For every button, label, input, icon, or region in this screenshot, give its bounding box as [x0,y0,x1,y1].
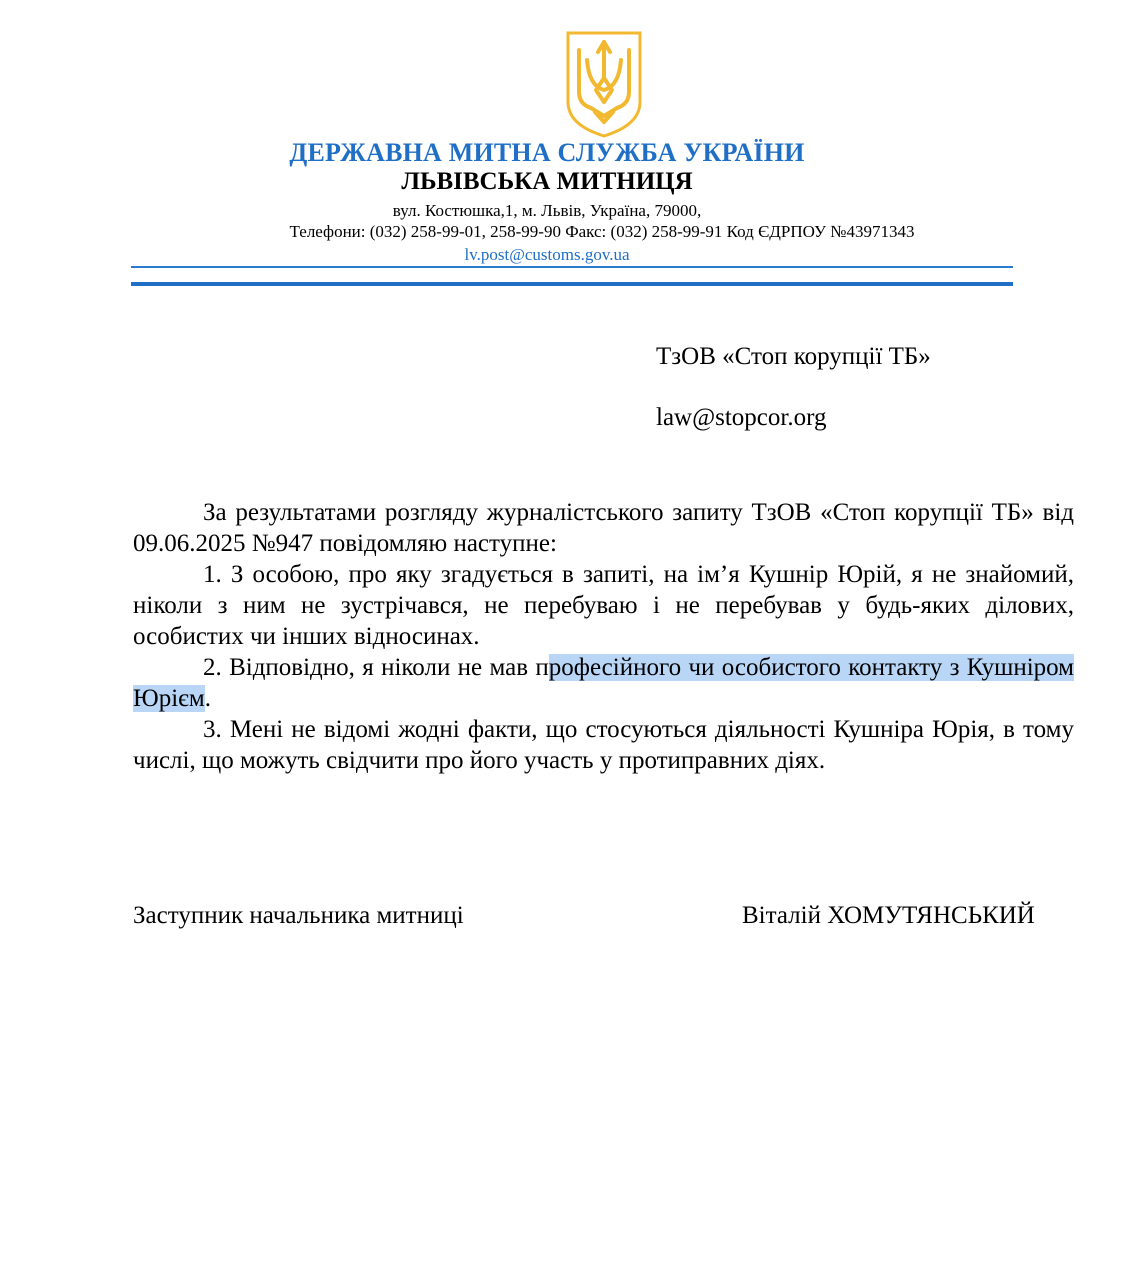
letterhead-divider-thin [131,266,1013,268]
letter-body [133,497,1074,776]
intro-paragraph: За результатами розгляду журналістського запиту ТзОВ «Стоп корупції ТБ» від 09.06.2025 №947 повідомляю наступне: [133,499,1074,557]
point-1-paragraph: 1. З особою, про яку згадується в запиті, на ім’я Кушнір Юрій, я не знайомий, ніколи з ним не зустрічався, не перебуваю і не перебував у будь-яких ділових, особистих чи інших відносинах. [133,561,1074,650]
organization-name: ДЕРЖАВНА МИТНА СЛУЖБА УКРАЇНИ [289,138,805,167]
recipient-email: law@stopcor.org [656,404,827,431]
point-3-paragraph: 3. Мені не відомі жодні факти, що стосуються діяльності Кушніра Юрія, в тому числі, що можуть свідчити про його участь у протиправних діях. [133,716,1074,774]
department-name: ЛЬВІВСЬКА МИТНИЦЯ [401,168,693,195]
point-2-text-end: . [204,685,211,712]
signatory-position: Заступник начальника митниці [133,902,464,929]
recipient-name: ТзОВ «Стоп корупції ТБ» [656,343,931,370]
letterhead-divider-thick [131,282,1013,286]
organization-address: вул. Костюшка,1, м. Львів, Україна, 79000, [392,201,702,220]
signatory-name: Віталій ХОМУТЯНСЬКИЙ [742,902,1035,929]
point-2-text-start: 2. Відповідно, я ніколи не мав п [203,654,549,681]
point-2-paragraph [133,652,1074,714]
selected-text-highlight[interactable]: рофесійного чи особистого контакту з Кушніром Юрієм [133,654,1075,712]
organization-phones: Телефони: (032) 258-99-01, 258-99-90 Факс: (032) 258-99-91 Код ЄДРПОУ №43971343 [289,222,915,241]
organization-email: lv.post@customs.gov.ua [464,245,630,264]
trident-coat-of-arms-icon [565,30,643,138]
